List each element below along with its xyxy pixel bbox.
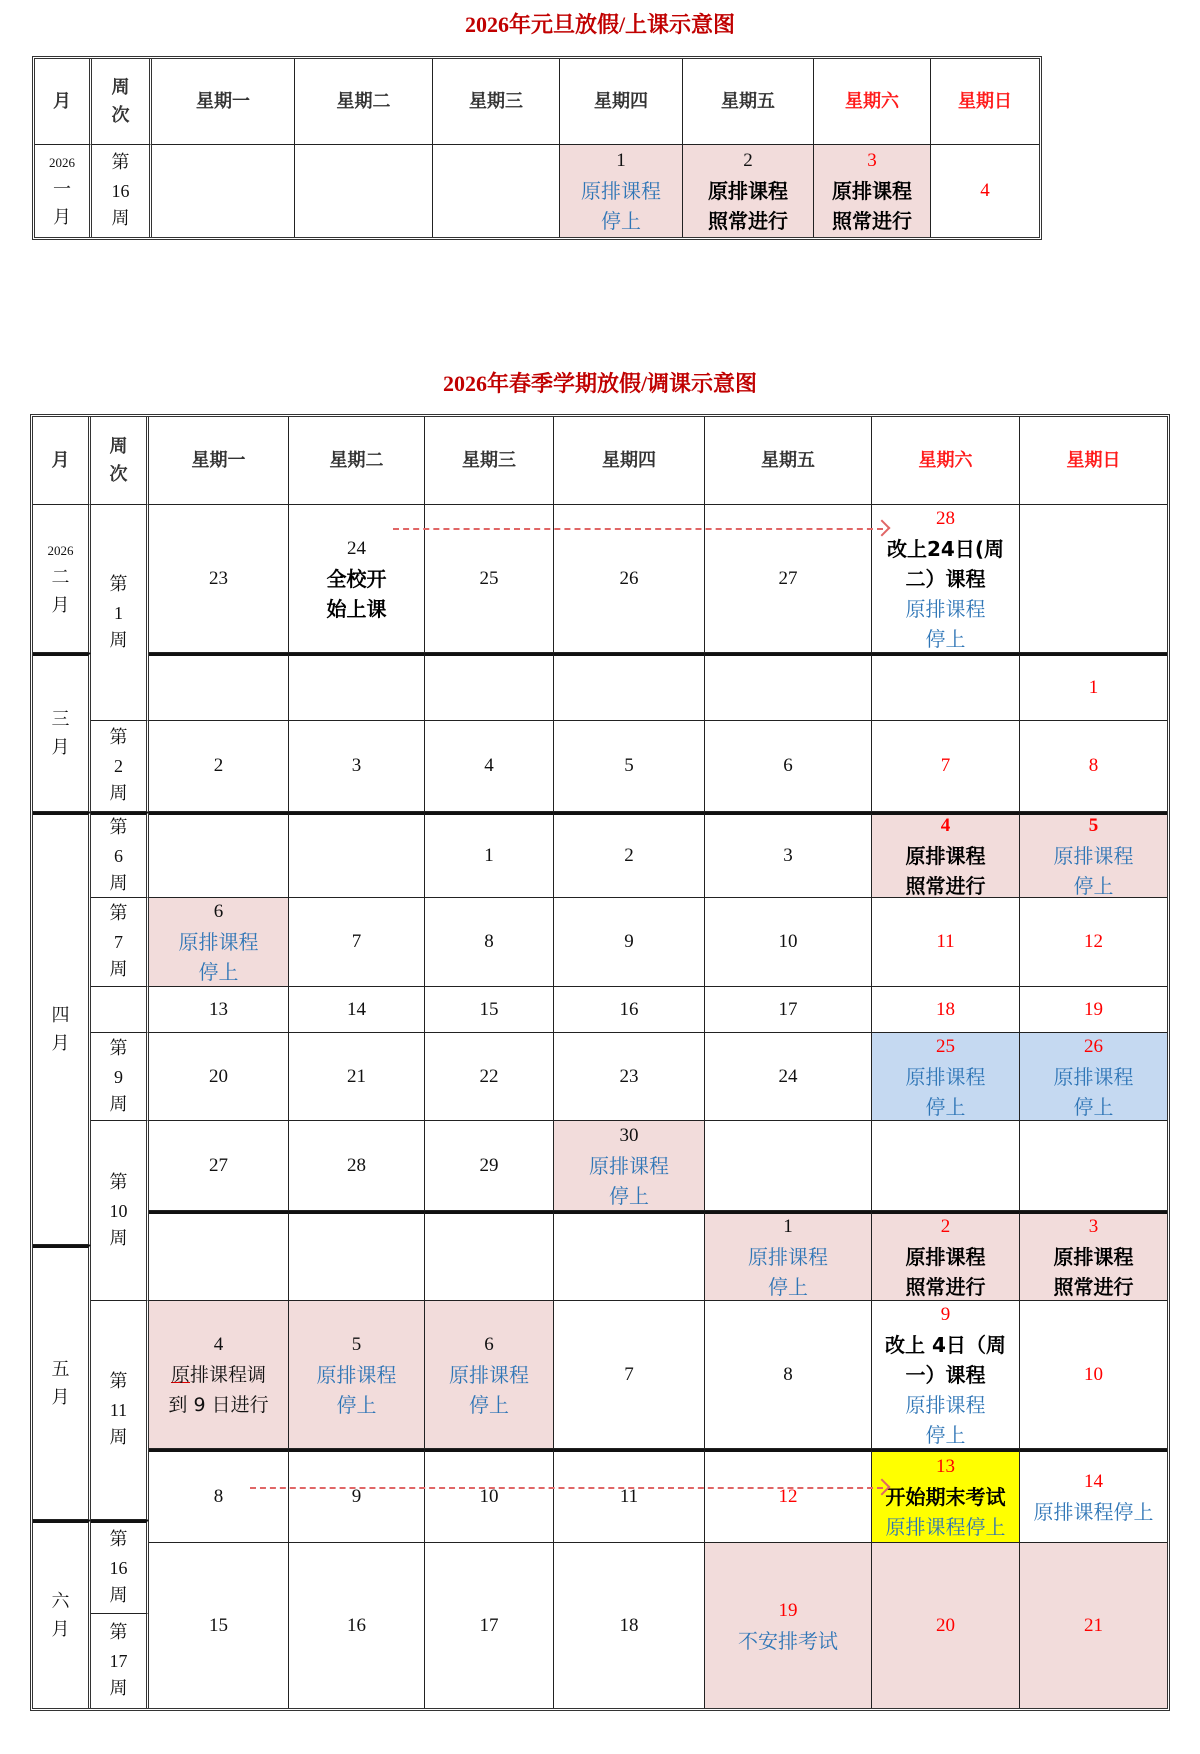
day-note: 原排课程停上 (1033, 1500, 1154, 1524)
day-note: 原排课程 (905, 1245, 986, 1269)
week-cell-16 (91, 1520, 149, 1614)
day-number: 9 (624, 931, 634, 952)
day-number: 20 (209, 1065, 228, 1087)
day-number: 7 (940, 755, 951, 776)
day-note: 照常进行 (905, 1275, 986, 1299)
day-cell-empty (705, 1121, 872, 1211)
month-label: 二 (51, 566, 70, 588)
day-cell-may-8 (705, 1301, 872, 1449)
month-label: 六 (51, 1590, 70, 1612)
day-number: 4 (213, 1333, 224, 1355)
day-note: 到 9 日进行 (168, 1393, 269, 1416)
header-week-label: 周次 (109, 435, 128, 485)
week-label: 第 (109, 1171, 128, 1193)
header-mon: 星期一 (149, 417, 289, 505)
day-cell-may-9 (872, 1301, 1020, 1449)
day-cell-empty (425, 653, 554, 721)
day-cell-jun-16 (289, 1543, 425, 1708)
day-note: 改上 4日（周 (885, 1332, 1006, 1357)
week-label: 第 (109, 573, 128, 595)
day-cell-apr-22 (425, 1033, 554, 1121)
day-number: 14 (347, 998, 366, 1020)
day-number: 1 (783, 1216, 793, 1237)
day-cell-jun-12 (705, 1449, 872, 1543)
month-label: 月 (51, 1032, 70, 1054)
day-number: 22 (479, 1065, 499, 1087)
day-cell-may-5 (289, 1301, 425, 1449)
day-note: 照常进行 (832, 209, 912, 233)
day-cell-apr-19 (1020, 987, 1167, 1033)
day-cell-mar-2 (149, 721, 289, 812)
day-note: 停上 (601, 209, 641, 233)
day-cell-apr-10 (705, 898, 872, 987)
day-cell-jan-3 (814, 145, 931, 237)
day-note: 二）课程 (905, 566, 986, 591)
day-number: 14 (1084, 1471, 1103, 1492)
day-cell-apr-14 (289, 987, 425, 1033)
day-note: 改上24日(周 (887, 536, 1004, 561)
header-sat: 星期六 (872, 417, 1020, 505)
day-number: 25 (936, 1035, 955, 1057)
day-cell-apr-9 (554, 898, 705, 987)
day-cell-apr-28 (289, 1121, 425, 1211)
day-cell-empty (554, 1211, 705, 1301)
week-label: 周 (109, 1093, 128, 1115)
week-cell-1 (91, 505, 149, 721)
day-number: 10 (1084, 1363, 1103, 1385)
day-number: 8 (213, 1486, 224, 1507)
day-note: 停上 (768, 1275, 808, 1299)
day-cell-empty (1020, 1121, 1167, 1211)
header-month: 月 (35, 59, 92, 145)
week-cell-11 (91, 1301, 149, 1520)
header-thu: 星期四 (554, 417, 705, 505)
day-number: 6 (783, 755, 793, 776)
day-number: 3 (351, 755, 362, 776)
day-note: 始上课 (326, 596, 387, 621)
day-number: 21 (1084, 1614, 1103, 1636)
day-note: 原排课程 (905, 844, 986, 868)
month-label: 月 (51, 594, 70, 616)
week-cell-6 (91, 812, 149, 898)
day-cell-empty (295, 145, 433, 237)
header-sun: 星期日 (931, 59, 1039, 145)
day-cell-apr-1 (425, 812, 554, 898)
day-number: 10 (778, 931, 798, 952)
day-note: 停上 (925, 1094, 966, 1119)
header-thu: 星期四 (560, 59, 683, 145)
week-label: 周 (109, 783, 128, 804)
day-cell-apr-12 (1020, 898, 1167, 987)
day-number: 19 (778, 1599, 798, 1621)
day-note: 全校开 (326, 566, 387, 591)
spring-semester-calendar-table (30, 414, 1170, 1711)
day-number: 4 (484, 755, 494, 776)
day-number: 3 (867, 150, 877, 171)
day-number: 1 (1088, 677, 1099, 698)
week-number: 17 (109, 1651, 128, 1671)
week-label: 周 (109, 1427, 128, 1448)
day-cell-jun-19 (705, 1543, 872, 1708)
day-number: 4 (980, 180, 990, 201)
day-number: 15 (479, 998, 499, 1020)
day-note: 照常进行 (905, 874, 986, 898)
day-number: 5 (351, 1333, 362, 1355)
day-cell-empty (433, 145, 560, 237)
day-cell-apr-13 (149, 987, 289, 1033)
year-label: 2026 (47, 542, 74, 558)
header-tue: 星期二 (295, 59, 433, 145)
week-label: 周 (109, 1227, 128, 1249)
day-note: 原排课程 (581, 179, 661, 203)
day-cell-apr-11 (872, 898, 1020, 987)
day-note: 原排课程 (1053, 844, 1134, 868)
week-number: 9 (114, 1066, 123, 1087)
header-week (92, 59, 152, 145)
day-cell-apr-30 (554, 1121, 705, 1211)
week-cell-9 (91, 1033, 149, 1121)
day-note-underlined: 原 (170, 1363, 190, 1386)
day-cell-mar-5 (554, 721, 705, 812)
day-number: 2 (624, 845, 634, 866)
week-cell-7 (91, 898, 149, 987)
day-note: 停上 (469, 1392, 509, 1417)
day-note: 原排课程 (589, 1153, 669, 1178)
day-cell-jun-18 (554, 1543, 705, 1708)
month-label: 四 (51, 1004, 70, 1026)
day-number: 21 (347, 1065, 366, 1087)
day-cell-apr-3 (705, 812, 872, 898)
week-number: 16 (111, 181, 130, 201)
day-number: 26 (619, 567, 639, 589)
day-number: 30 (619, 1124, 639, 1146)
day-note: 原排课程停上 (885, 1515, 1006, 1539)
day-note: 原排课程 (1053, 1245, 1134, 1269)
day-cell-apr-16 (554, 987, 705, 1033)
day-note: 照常进行 (1053, 1275, 1134, 1299)
month-label: 一月 (53, 179, 71, 228)
day-number: 9 (940, 1303, 951, 1325)
month-label: 月 (51, 1386, 70, 1408)
day-cell-may-3 (1020, 1211, 1167, 1301)
day-note: 不安排考试 (738, 1628, 838, 1653)
day-cell-may-4 (149, 1301, 289, 1449)
day-cell-jun-17 (425, 1543, 554, 1708)
week-cell-8 (91, 987, 149, 1033)
week-cell-17 (91, 1614, 149, 1708)
header-mon: 星期一 (152, 59, 295, 145)
day-cell-apr-4 (872, 812, 1020, 898)
day-number: 20 (936, 1614, 955, 1636)
day-cell-jan-4 (931, 145, 1039, 237)
week-cell-16 (92, 145, 152, 237)
day-cell-apr-21 (289, 1033, 425, 1121)
week-label: 周 (109, 959, 128, 980)
day-note: 停上 (1073, 874, 1114, 898)
day-cell-jun-13 (872, 1449, 1020, 1543)
day-cell-feb-28 (872, 505, 1020, 653)
day-number: 13 (936, 1456, 955, 1477)
day-cell-apr-24 (705, 1033, 872, 1121)
header-fri: 星期五 (683, 59, 814, 145)
day-cell-mar-4 (425, 721, 554, 812)
day-number: 23 (209, 567, 228, 589)
day-number: 19 (1084, 998, 1103, 1020)
day-cell-jan-2 (683, 145, 814, 237)
header-sun: 星期日 (1020, 417, 1167, 505)
month-cell-apr (33, 812, 91, 1245)
header-wed: 星期三 (433, 59, 560, 145)
day-number: 5 (1088, 815, 1099, 836)
reschedule-arrow-feb (393, 528, 883, 530)
day-number: 24 (778, 1065, 798, 1087)
week-number: 7 (114, 932, 123, 952)
day-number: 2 (213, 755, 224, 776)
day-cell-mar-8 (1020, 721, 1167, 812)
day-cell-apr-8 (425, 898, 554, 987)
week-label: 周 (109, 873, 128, 894)
day-number: 1 (616, 150, 626, 171)
day-number: 4 (940, 815, 951, 836)
day-number: 24 (347, 537, 366, 559)
day-cell-empty (872, 1121, 1020, 1211)
day-cell-jan-1 (560, 145, 683, 237)
day-note: 停上 (198, 960, 239, 984)
day-number: 16 (347, 1614, 366, 1636)
day-number: 15 (209, 1614, 228, 1636)
day-note: 原排课程 (316, 1362, 397, 1387)
week-label: 第 (109, 1529, 128, 1550)
week-cell-10 (91, 1121, 149, 1301)
day-number: 23 (619, 1065, 639, 1087)
day-cell-jun-9 (289, 1449, 425, 1543)
day-cell-empty (152, 145, 295, 237)
day-cell-apr-26 (1020, 1033, 1167, 1121)
day-cell-empty (289, 812, 425, 898)
day-number: 10 (479, 1486, 499, 1507)
week-number: 1 (114, 602, 123, 623)
day-note: 停上 (609, 1183, 649, 1208)
day-cell-apr-23 (554, 1033, 705, 1121)
table2-title: 2026年春季学期放假/调课示意图 (442, 371, 758, 396)
day-cell-may-10 (1020, 1301, 1167, 1449)
day-note: 原排课程 (1053, 1064, 1134, 1089)
day-cell-apr-18 (872, 987, 1020, 1033)
day-note: 原排课程 (905, 1064, 986, 1089)
day-cell-empty (554, 653, 705, 721)
week-label: 第 (109, 1622, 128, 1643)
day-cell-may-2 (872, 1211, 1020, 1301)
header-month: 月 (33, 417, 91, 505)
day-number: 27 (209, 1154, 228, 1176)
day-cell-apr-6 (149, 898, 289, 987)
day-number: 2 (743, 150, 753, 171)
month-cell-may (33, 1245, 91, 1520)
week-label: 周 (109, 1585, 128, 1606)
week-label: 周 (109, 629, 128, 651)
day-note: 原排课程 (748, 1245, 828, 1269)
day-cell-empty (289, 653, 425, 721)
day-note: 排课程调 (190, 1363, 267, 1386)
day-cell-apr-7 (289, 898, 425, 987)
day-cell-apr-15 (425, 987, 554, 1033)
day-cell-mar-6 (705, 721, 872, 812)
day-number: 2 (940, 1216, 951, 1237)
day-note: 照常进行 (708, 209, 788, 233)
day-number: 25 (479, 567, 499, 589)
day-cell-apr-27 (149, 1121, 289, 1211)
week-label: 第 (109, 1371, 128, 1392)
day-cell-empty (705, 653, 872, 721)
new-year-calendar-table (32, 56, 1042, 240)
week-number: 16 (109, 1558, 128, 1578)
year-label: 2026 (49, 155, 75, 170)
month-label: 五 (51, 1358, 70, 1380)
day-cell-feb-23 (149, 505, 289, 653)
day-number: 7 (624, 1363, 634, 1385)
month-cell-jan (35, 145, 92, 237)
header-week (91, 417, 149, 505)
week-number: 11 (109, 1400, 128, 1420)
day-number: 28 (347, 1154, 366, 1176)
day-cell-empty (425, 1211, 554, 1301)
day-number: 18 (619, 1614, 639, 1636)
day-note: 一）课程 (905, 1362, 986, 1387)
day-cell-mar-3 (289, 721, 425, 812)
day-cell-jun-10 (425, 1449, 554, 1543)
day-number: 9 (351, 1486, 362, 1507)
header-fri: 星期五 (705, 417, 872, 505)
day-cell-jun-11 (554, 1449, 705, 1543)
day-number: 3 (783, 845, 793, 866)
week-number: 10 (109, 1200, 128, 1221)
week-number: 6 (114, 846, 123, 866)
header-wed: 星期三 (425, 417, 554, 505)
day-cell-empty (149, 812, 289, 898)
day-number: 8 (783, 1363, 793, 1385)
day-number: 18 (936, 998, 955, 1020)
header-week-label: 周次 (111, 76, 130, 126)
month-label: 月 (51, 736, 70, 758)
week-label: 第 (109, 817, 128, 838)
day-cell-may-6 (425, 1301, 554, 1449)
day-cell-empty (149, 653, 289, 721)
day-cell-jun-14 (1020, 1449, 1167, 1543)
day-cell-jun-20 (872, 1543, 1020, 1708)
day-note: 原排课程 (178, 930, 259, 954)
day-number: 8 (1088, 755, 1099, 776)
day-number: 1 (484, 845, 494, 866)
day-note: 停上 (925, 626, 966, 651)
day-note: 停上 (925, 1422, 966, 1447)
day-cell-jun-8 (149, 1449, 289, 1543)
day-cell-apr-2 (554, 812, 705, 898)
week-label: 第 (109, 903, 128, 924)
day-number: 11 (619, 1486, 639, 1507)
month-cell-jun (33, 1520, 91, 1708)
header-tue: 星期二 (289, 417, 425, 505)
day-cell-empty (149, 1211, 289, 1301)
week-label: 第 (109, 1037, 128, 1059)
day-number: 17 (778, 998, 798, 1020)
day-number: 8 (484, 931, 494, 952)
day-note: 原排课程 (905, 1392, 986, 1417)
day-cell-apr-29 (425, 1121, 554, 1211)
day-cell-mar-7 (872, 721, 1020, 812)
day-note: 原排课程 (449, 1362, 529, 1387)
day-note: 原排课程 (708, 179, 788, 203)
day-number: 29 (479, 1154, 499, 1176)
day-note: 原排课程 (832, 179, 912, 203)
day-cell-jun-21 (1020, 1543, 1167, 1708)
day-cell-jun-15 (149, 1543, 289, 1708)
day-number: 7 (351, 931, 362, 952)
month-label: 月 (51, 1618, 70, 1640)
day-number: 6 (213, 901, 224, 922)
day-cell-empty (289, 1211, 425, 1301)
reschedule-arrow-may (250, 1487, 883, 1489)
day-cell-apr-25 (872, 1033, 1020, 1121)
day-cell-may-7 (554, 1301, 705, 1449)
day-number: 5 (624, 755, 634, 776)
day-note: 原排课程 (905, 596, 986, 621)
day-note: 停上 (336, 1392, 377, 1417)
day-note: 开始期末考试 (885, 1485, 1006, 1509)
day-cell-empty (1020, 505, 1167, 653)
day-number: 6 (484, 1333, 494, 1355)
day-cell-apr-17 (705, 987, 872, 1033)
day-number: 12 (1084, 931, 1103, 952)
day-number: 3 (1088, 1216, 1099, 1237)
day-cell-mar-1 (1020, 653, 1167, 721)
day-number: 12 (778, 1486, 798, 1507)
day-cell-may-1 (705, 1211, 872, 1301)
month-cell-mar (33, 653, 91, 812)
day-cell-apr-20 (149, 1033, 289, 1121)
week-label: 第 (111, 152, 130, 173)
week-label: 周 (109, 1678, 128, 1699)
table1-title: 2026年元旦放假/上课示意图 (464, 12, 736, 37)
day-cell-empty (872, 653, 1020, 721)
header-sat: 星期六 (814, 59, 931, 145)
day-number: 17 (479, 1614, 499, 1636)
day-note: 停上 (1073, 1094, 1114, 1119)
week-label: 周 (111, 208, 130, 229)
month-cell-feb (33, 505, 91, 653)
week-cell-2 (91, 721, 149, 812)
day-number: 13 (209, 998, 228, 1020)
week-label: 第 (109, 727, 128, 748)
day-number: 27 (778, 567, 798, 589)
day-number: 16 (619, 998, 639, 1020)
day-number: 11 (936, 931, 955, 952)
week-number: 2 (114, 756, 123, 776)
day-number: 26 (1084, 1035, 1103, 1057)
day-number: 28 (936, 507, 955, 529)
day-cell-apr-5 (1020, 812, 1167, 898)
month-label: 三 (51, 708, 70, 730)
